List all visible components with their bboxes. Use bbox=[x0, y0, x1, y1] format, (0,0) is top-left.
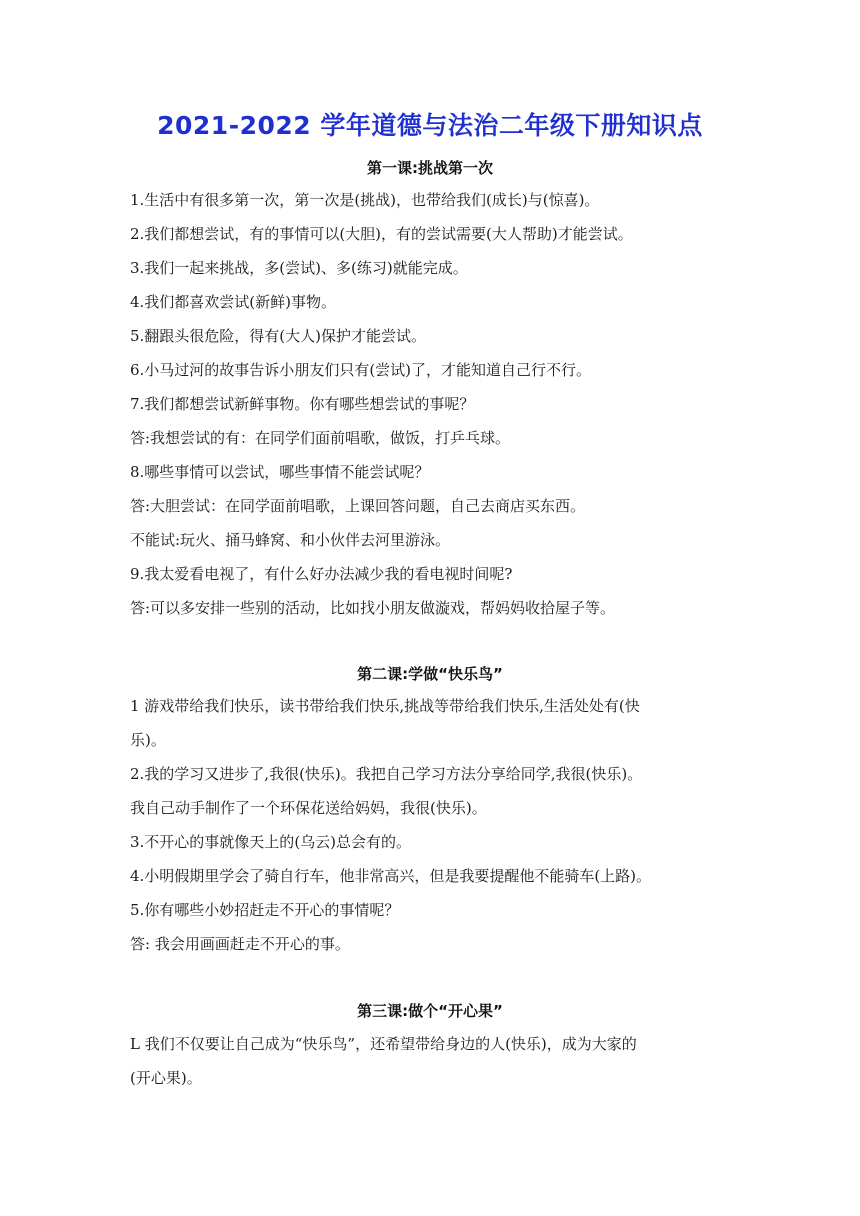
lesson-2-line: 乐)。 bbox=[130, 731, 166, 749]
lesson-1-line: 6.小马过河的故事告诉小朋友们只有(尝试)了，才能知道自己行不行。 bbox=[130, 361, 592, 379]
lesson-1-line: 答:可以多安排一些别的活动，比如找小朋友做漩戏，帮妈妈收拾屋子等。 bbox=[130, 599, 616, 617]
lesson-3-heading: 第三课:做个“开心果” bbox=[357, 1002, 503, 1020]
document-title: 2021-2022 学年道德与法治二年级下册知识点 bbox=[157, 111, 703, 140]
lesson-1-line: 5.翻跟头很危险，得有(大人)保护才能尝试。 bbox=[130, 327, 427, 345]
lesson-1-line: 2.我们都想尝试，有的事情可以(大胆)，有的尝试需要(大人帮助)才能尝试。 bbox=[130, 225, 633, 243]
lesson-1-line: 答:大胆尝试：在同学面前唱歌，上课回答问题，自己去商店买东西。 bbox=[130, 497, 586, 515]
lesson-1-heading: 第一课:挑战第一次 bbox=[367, 159, 493, 177]
lesson-1-line: 不能试:玩火、捅马蜂窝、和小伙伴去河里游泳。 bbox=[130, 531, 451, 549]
lesson-1-line: 答:我想尝试的有：在同学们面前唱歌，做饭，打乒乓球。 bbox=[130, 429, 511, 447]
lesson-2-line: 1 游戏带给我们快乐，读书带给我们快乐,挑战等带给我们快乐,生活处处有(快 bbox=[130, 697, 640, 715]
lesson-3-line: L 我们不仅要让自己成为“快乐鸟”，还希望带给身边的人(快乐)，成为大家的 bbox=[130, 1035, 637, 1053]
lesson-1-line: 3.我们一起来挑战，多(尝试)、多(练习)就能完成。 bbox=[130, 259, 468, 277]
lesson-1-line: 8.哪些事情可以尝试，哪些事情不能尝试呢？ bbox=[130, 463, 430, 481]
lesson-2-line: 3.不开心的事就像天上的(乌云)总会有的。 bbox=[130, 833, 412, 851]
lesson-2-heading: 第二课:学做“快乐鸟” bbox=[357, 665, 503, 683]
lesson-1-line: 7.我们都想尝试新鲜事物。你有哪些想尝试的事呢？ bbox=[130, 395, 475, 413]
lesson-2-line: 答: 我会用画画赶走不开心的事。 bbox=[130, 935, 350, 953]
lesson-1-line: 9.我太爱看电视了，有什么好办法减少我的看电视时间呢? bbox=[130, 565, 513, 583]
lesson-3-line: (开心果)。 bbox=[130, 1069, 202, 1087]
lesson-2-line: 我自己动手制作了一个环保花送给妈妈，我很(快乐)。 bbox=[130, 799, 487, 817]
lesson-2-line: 5.你有哪些小妙招赶走不开心的事情呢？ bbox=[130, 901, 400, 919]
lesson-1-line: 4.我们都喜欢尝试(新鲜)事物。 bbox=[130, 293, 337, 311]
lesson-2-line: 4.小明假期里学会了骑自行车，他非常高兴，但是我要提醒他不能骑车(上路)。 bbox=[130, 867, 652, 885]
lesson-2-line: 2.我的学习又进步了,我很(快乐)。我把自己学习方法分享给同学,我很(快乐)。 bbox=[130, 765, 643, 783]
lesson-1-line: 1.生活中有很多第一次，第一次是(挑战)，也带给我们(成长)与(惊喜)。 bbox=[130, 191, 600, 209]
